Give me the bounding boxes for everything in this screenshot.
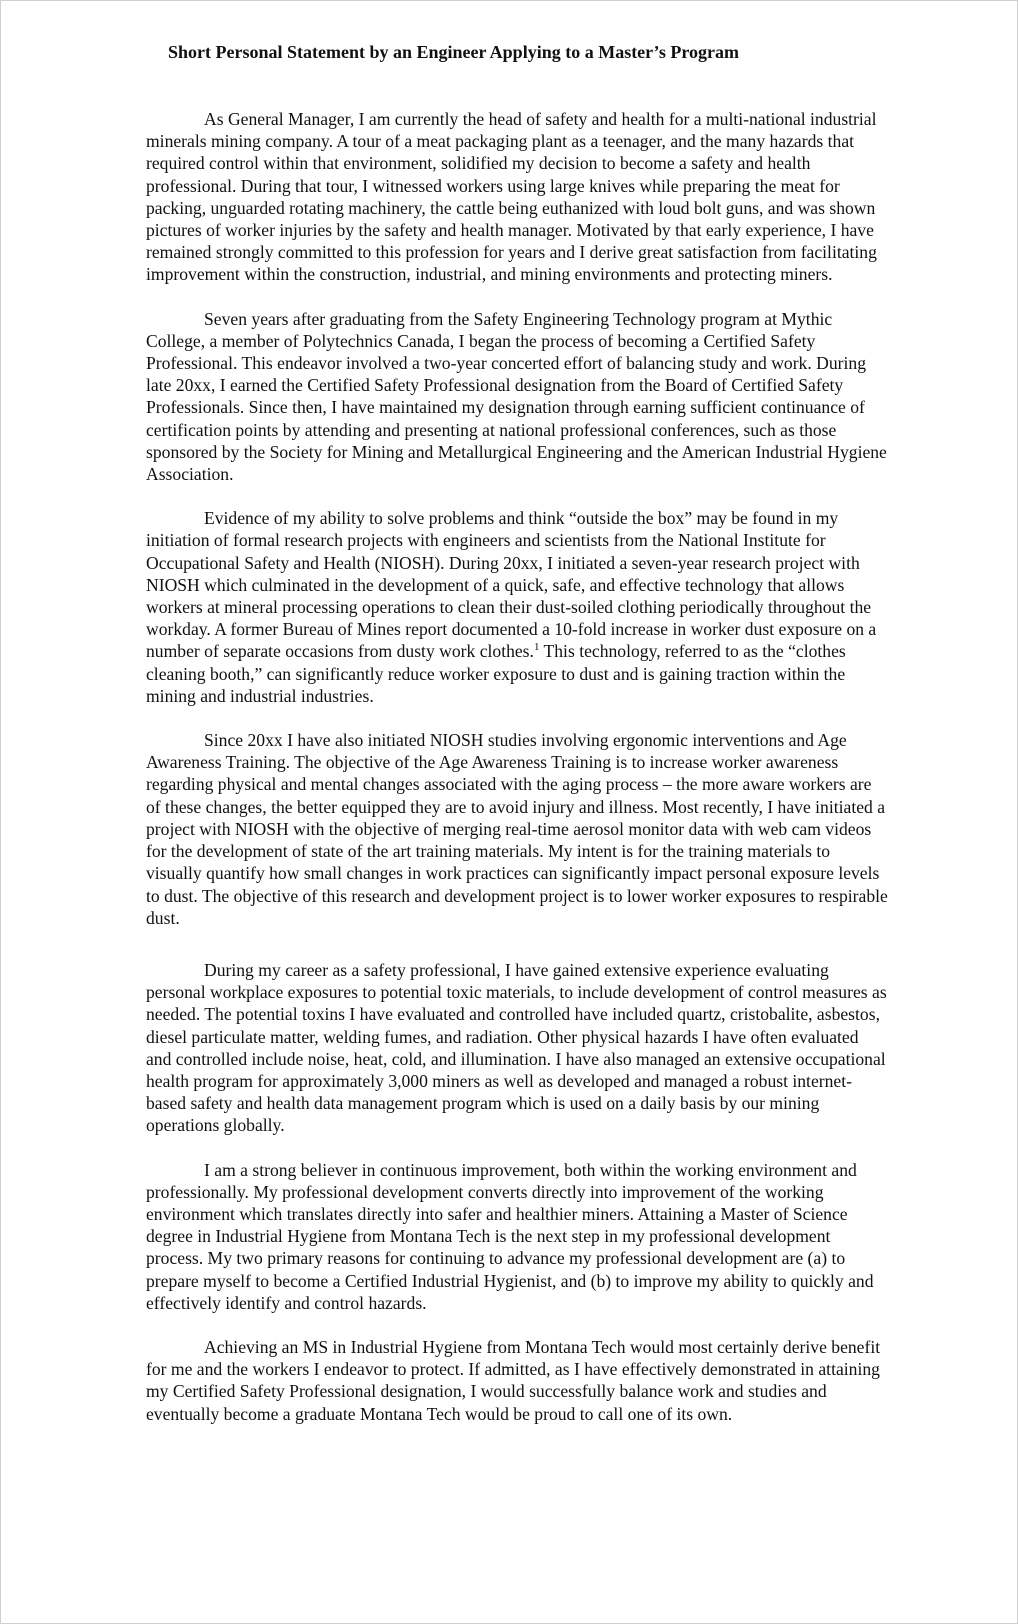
- paragraph-3-text-part1: Evidence of my ability to solve problems and think “outside the box” may be found in my initiation of formal research projects with engineers and scientists from the National Institute for Occupational Safety and Health (NIOSH). During 20xx, I initiated a seven-year research project with NIOSH which culminated in the development of a quick, safe, and effective technology that allows workers at mineral processing operations to clean their dust-soiled clothing periodically throughout the workday. A former Bureau of Mines report documented a 10-fold increase in worker dust exposure on a number of separate occasions from dusty work clothes.: [146, 508, 877, 662]
- paragraph-3-text-part2: This technology, referred to as the “clothes cleaning booth,” can significantly reduce worker exposure to dust and is gaining traction within the mining and industrial industries.: [146, 641, 846, 706]
- paragraph-1: As General Manager, I am currently the head of safety and health for a multi-national industrial minerals mining company. A tour of a meat packaging plant as a teenager, and the many hazards that required control within that environment, solidified my decision to become a safety and health professional. During that tour, I witnessed workers using large knives while preparing the meat for packing, unguarded rotating machinery, the cattle being euthanized with loud bolt guns, and was shown pictures of worker injuries by the safety and health manager. Motivated by that early experience, I have remained strongly committed to this profession for years and I derive great satisfaction from facilitating improvement within the construction, industrial, and mining environments and protecting miners.: [146, 109, 877, 285]
- document-body: [146, 108, 888, 1425]
- paragraph-7: Achieving an MS in Industrial Hygiene from Montana Tech would most certainly derive benefit for me and the workers I endeavor to protect. If admitted, as I have effectively demonstrated in attaining my Certified Safety Professional designation, I would successfully balance work and studies and eventually become a graduate Montana Tech would be proud to call one of its own.: [146, 1336, 881, 1424]
- paragraph-2: Seven years after graduating from the Safety Engineering Technology program at Mythic College, a member of Polytechnics Canada, I began the process of becoming a Certified Safety Professional. This endeavor involved a two-year concerted effort of balancing study and work. During late 20xx, I earned the Certified Safety Professional designation from the Board of Certified Safety Professionals. Since then, I have maintained my designation through earning sufficient continuance of certification points by attending and presenting at national professional conferences, such as those sponsored by the Society for Mining and Metallurgical Engineering and the American Industrial Hygiene Association.: [146, 308, 887, 485]
- paragraph-3: [146, 507, 888, 707]
- paragraph-6: I am a strong believer in continuous improvement, both within the working environment and professionally. My professional development converts directly into improvement of the working environment which translates directly into safer and healthier miners. Attaining a Master of Science degree in Industrial Hygiene from Montana Tech is the next step in my professional development process. My two primary reasons for continuing to advance my professional development are (a) to prepare myself to become a Certified Industrial Hygienist, and (b) to improve my ability to quickly and effectively identify and control hazards.: [146, 1159, 874, 1313]
- footnote-marker: 1: [533, 641, 540, 654]
- paragraph-4: Since 20xx I have also initiated NIOSH studies involving ergonomic interventions and Age Awareness Training. The objective of the Age Awareness Training is to increase worker awareness regarding physical and mental changes associated with the aging process – the more aware workers are of these changes, the better equipped they are to avoid injury and illness. Most recently, I have initiated a project with NIOSH with the objective of merging real-time aerosol monitor data with web cam videos for the development of state of the art training materials. My intent is for the training materials to visually quantify how small changes in work practices can significantly impact personal exposure levels to dust. The objective of this research and development project is to lower worker exposures to respirable dust.: [146, 730, 888, 928]
- paragraph-5: During my career as a safety professional, I have gained extensive experience evaluating personal workplace exposures to potential toxic materials, to include development of control measures as needed. The potential toxins I have evaluated and controlled have included quartz, cristobalite, asbestos, diesel particulate matter, welding fumes, and radiation. Other physical hazards I have often evaluated and controlled include noise, heat, cold, and illumination. I have also managed an extensive occupational health program for approximately 3,000 miners as well as developed and managed a robust internet-based safety and health data management program which is used on a daily basis by our mining operations globally.: [146, 959, 887, 1136]
- document-title: Short Personal Statement by an Engineer Applying to a Master’s Program: [168, 42, 739, 62]
